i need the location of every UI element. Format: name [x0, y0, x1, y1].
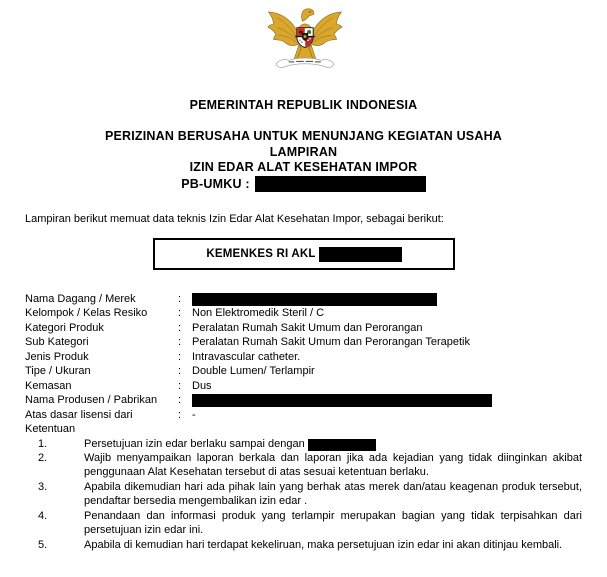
ketentuan-line-text: Apabila dikemudian hari ada pihak lain yang berhak atas merek dan/atau keagenan produk tersebut,: [84, 480, 582, 493]
left-wing: [268, 12, 301, 46]
ketentuan-item-number: 4.: [38, 509, 48, 522]
field-row: [25, 321, 582, 335]
ketentuan-line-text: Penandaan dan informasi produk yang terlampir merupakan bagian yang tidak terpisahkan dari: [84, 509, 582, 522]
ketentuan-item: [25, 509, 582, 538]
ketentuan-line-text: Wajib menyampaikan laporan berkala dan laporan jika ada kejadian yang tidak diinginkan akibat: [84, 451, 582, 464]
field-label: Nama Produsen / Pabrikan: [25, 394, 158, 407]
ketentuan-item: [25, 437, 582, 451]
ketentuan-line: [84, 451, 582, 465]
ketentuan-item-text: [84, 538, 582, 552]
field-value: Non Elektromedik Steril / C: [192, 307, 325, 320]
license-number-box: [153, 238, 455, 270]
motto-banner: [276, 58, 334, 68]
field-row: [25, 292, 582, 306]
ketentuan-list: [25, 437, 582, 553]
field-colon: :: [178, 394, 182, 407]
ketentuan-line: [84, 437, 582, 451]
ketentuan-item-text: [84, 437, 582, 451]
redaction-bar: [255, 176, 426, 192]
field-row: [25, 393, 582, 407]
field-label: Kemasan: [25, 379, 72, 392]
field-colon: :: [178, 350, 182, 363]
eye: [309, 11, 310, 12]
redaction-bar: [319, 247, 402, 262]
ketentuan-line-text: Persetujuan izin edar berlaku sampai dengan: [84, 437, 305, 450]
redaction-bar: [192, 394, 492, 407]
ketentuan-line: [84, 465, 582, 479]
field-colon: :: [178, 307, 182, 320]
technical-data-section: [25, 292, 582, 552]
ketentuan-item-text: [84, 480, 582, 509]
pb-umku-line: [0, 177, 607, 191]
field-row: [25, 364, 582, 378]
field-label: Kelompok / Kelas Resiko: [25, 307, 148, 320]
ketentuan-item: [25, 451, 582, 480]
field-label: Atas dasar lisensi dari: [25, 408, 133, 421]
ketentuan-line: [84, 494, 582, 508]
ketentuan-item: [25, 480, 582, 509]
license-number-label: KEMENKES RI AKL: [206, 248, 316, 260]
fields-list: [25, 292, 582, 422]
ketentuan-item: [25, 538, 582, 552]
field-colon: :: [178, 321, 182, 334]
field-colon: :: [178, 336, 182, 349]
intro-paragraph: Lampiran berikut memuat data teknis Izin Edar Alat Kesehatan Impor, sebagai berikut:: [25, 213, 444, 225]
field-value: Intravascular catheter.: [192, 350, 301, 363]
ketentuan-heading: Ketentuan: [25, 423, 76, 436]
field-row: [25, 379, 582, 393]
ketentuan-item-text: [84, 451, 582, 480]
field-label: Sub Kategori: [25, 336, 89, 349]
ketentuan-item-number: 3.: [38, 480, 48, 493]
garuda-pancasila-emblem: [267, 5, 343, 78]
ketentuan-item-number: 5.: [38, 538, 48, 551]
redaction-bar: [192, 293, 437, 306]
field-label: Jenis Produk: [25, 350, 89, 363]
field-colon: :: [178, 379, 182, 392]
field-value: Peralatan Rumah Sakit Umum dan Perorangan: [192, 321, 423, 334]
field-colon: :: [178, 293, 182, 305]
field-colon: :: [178, 365, 182, 378]
field-label: Tipe / Ukuran: [25, 365, 91, 378]
document-title-line2: LAMPIRAN: [269, 144, 338, 159]
field-row: [25, 350, 582, 364]
ketentuan-line-text: penggunaan Alat Kesehatan tersebut di atas sesuai ketentuan berlaku.: [84, 466, 429, 479]
head: [302, 9, 314, 22]
ketentuan-item-text: [84, 509, 582, 538]
field-value: Double Lumen/ Terlampir: [192, 365, 315, 378]
field-label: Nama Dagang / Merek: [25, 293, 136, 305]
ketentuan-line: [84, 480, 582, 494]
ketentuan-item-number: 2.: [38, 451, 48, 464]
field-value: -: [192, 408, 196, 421]
document-title-line1: PERIZINAN BERUSAHA UNTUK MENUNJANG KEGIATAN USAHA: [104, 129, 503, 143]
ketentuan-line-text: persetujuan izin edar ini.: [84, 524, 204, 537]
field-row: [25, 306, 582, 320]
government-title: PEMERINTAH REPUBLIK INDONESIA: [189, 98, 418, 112]
pb-umku-label: PB-UMKU :: [181, 177, 250, 191]
field-value: Peralatan Rumah Sakit Umum dan Perorangan Terapetik: [192, 336, 471, 349]
ketentuan-line-text: pendaftar bersedia mengembalikan izin edar .: [84, 495, 308, 508]
ketentuan-line-text: Apabila di kemudian hari terdapat kekeliruan, maka persetujuan izin edar ini akan ditinjau kembali.: [84, 538, 563, 551]
field-value: Dus: [192, 379, 212, 392]
document-title-line3: IZIN EDAR ALAT KESEHATAN IMPOR: [189, 159, 418, 174]
field-row: [25, 408, 582, 422]
right-wing: [309, 12, 342, 46]
redaction-bar: [308, 439, 376, 451]
field-label: Kategori Produk: [25, 321, 104, 334]
ketentuan-line: [84, 538, 582, 552]
ketentuan-line: [84, 509, 582, 523]
ketentuan-item-number: 1.: [38, 437, 48, 450]
field-colon: :: [178, 408, 182, 421]
ketentuan-line: [84, 523, 582, 537]
field-row: [25, 335, 582, 349]
